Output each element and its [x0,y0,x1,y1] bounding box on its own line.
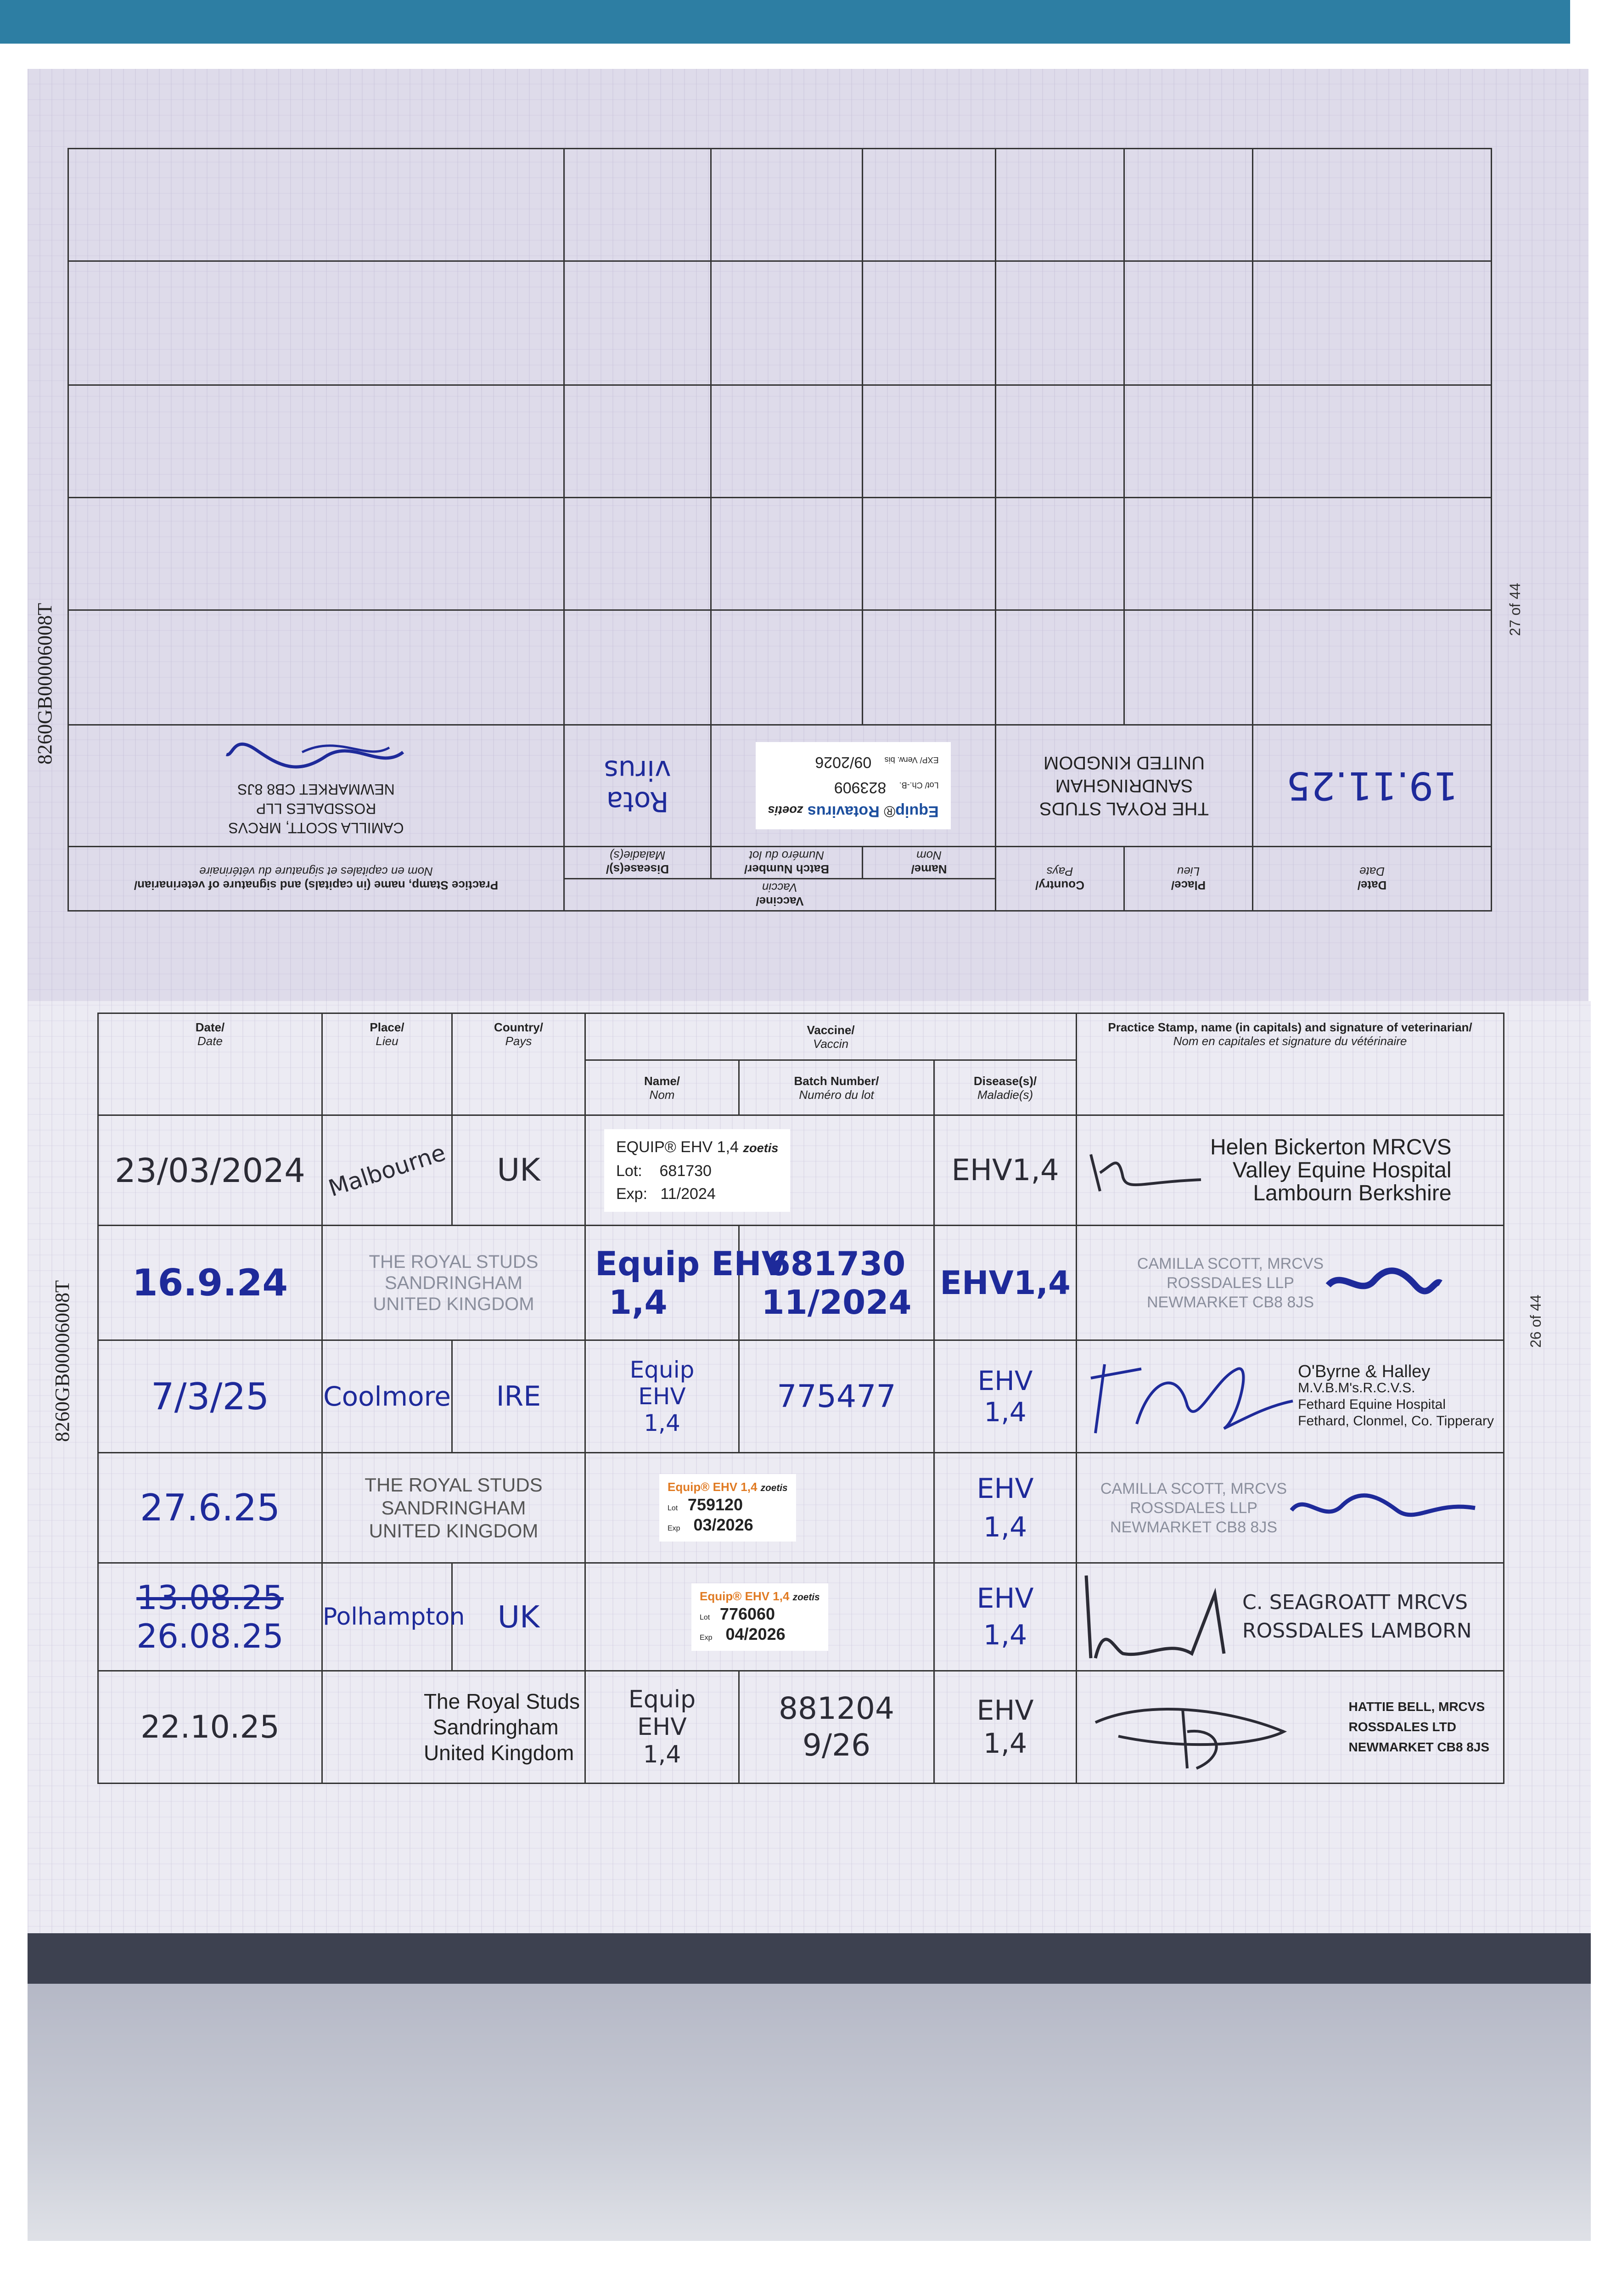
scanner-shadow [28,1984,1591,2241]
header-place: Place/ Lieu [322,1013,452,1115]
top-entry-place-country [996,725,1253,847]
row6-vet [1077,1671,1504,1784]
vaccine-sticker-rotavirus: Equip® Rotavirus zoetis Lot/ Ch.-B. 823909 EXP/ Verw. bis 09/2026 [756,742,950,829]
vaccination-table-page-26 [97,1013,1503,1784]
signature-scribble [224,734,408,775]
vaccination-table-page-27 [69,149,1492,912]
row5-date-struck: 13.08.25 [136,1578,284,1617]
vaccination-row-4 [98,1453,1504,1563]
row1-vaccine [585,1115,934,1226]
row4-date: 27.6.25 [98,1453,322,1563]
row2-batch: 681730 11/2024 [739,1226,934,1340]
top-header-vaccine: Vaccine/ Vaccin [564,879,995,911]
row6-place-country [322,1671,585,1784]
top-entry-date: 19.11.25 [1253,725,1492,847]
row2-date: 16.9.24 [98,1226,322,1340]
top-header-disease: Disease(s)/ Maladie(s) [564,847,711,879]
vaccination-row-3 [98,1340,1504,1453]
top-header-country: Country/ Pays [996,847,1124,911]
row5-country: UK [452,1563,585,1671]
row6-batch: 881204 9/26 [739,1671,934,1784]
row2-vaccine-name: Equip EHV 1,4 [585,1226,739,1340]
rossdales-stamp: CAMILLA SCOTT, MRCVS ROSSDALES LLP NEWMARKET CB8 8JS [1137,1255,1324,1311]
royal-studs-stamp: THE ROYAL STUDS SANDRINGHAM UNITED KINGDOM [1039,753,1209,819]
signature-scribble [1324,1260,1443,1306]
row1-disease: EHV1,4 [934,1115,1077,1226]
header-name: Name/ Nom [585,1060,739,1115]
passport-number-bottom: 8260GB00006008T [51,1280,73,1442]
header-disease: Disease(s)/ Maladie(s) [934,1060,1077,1115]
vaccination-row-5 [98,1563,1504,1671]
row2-place-country [322,1226,585,1340]
row4-vet [1077,1453,1504,1563]
row3-batch: 775477 [739,1340,934,1453]
row5-vaccine [585,1563,934,1671]
row4-vaccine [585,1453,934,1563]
royal-studs-stamp: The Royal Studs Sandringham United Kingdom [423,1689,580,1765]
row5-date: 13.08.25 26.08.25 [98,1563,322,1671]
row1-date: 23/03/2024 [98,1115,322,1226]
top-header-practice: Practice Stamp, name (in capitals) and signature of veterinarian/ Nom en capitales et signature du vétérinaire [68,847,564,911]
header-country: Country/ Pays [452,1013,585,1115]
rossdales-ltd-stamp: HATTIE BELL, MRCVS ROSSDALES LTD NEWMARKET CB8 8JS [1348,1699,1490,1754]
row1-country: UK [452,1115,585,1226]
top-header-date: Date/ Date [1253,847,1492,911]
header-date: Date/ Date [98,1013,322,1115]
row3-place: Coolmore [322,1340,452,1453]
page-number-26: 26 of 44 [1527,1294,1544,1348]
royal-studs-stamp: THE ROYAL STUDS SANDRINGHAM UNITED KINGDOM [369,1251,539,1314]
header-practice: Practice Stamp, name (in capitals) and signature of veterinarian/ Nom en capitales et signature du vétérinaire [1077,1013,1504,1115]
scanner-background-strip [0,0,1570,44]
row1-vet [1077,1115,1504,1226]
row2-vet [1077,1226,1504,1340]
row3-vaccine-name: Equip EHV 1,4 [585,1340,739,1453]
top-header-batch: Batch Number/ Numéro du lot [711,847,863,879]
valley-equine-stamp: Helen Bickerton MRCVS Valley Equine Hospital Lambourn Berkshire [1210,1135,1452,1205]
row3-vet [1077,1340,1504,1453]
obyrne-halley-stamp: O'Byrne & Halley M.V.B.M's.R.C.V.S. Fethard Equine Hospital Fethard, Clonmel, Co. Tipperary [1298,1362,1494,1429]
signature-scribble [1077,1566,1242,1667]
top-entry-vaccine-label [711,725,996,847]
top-header-name: Name/ Nom [863,847,996,879]
row3-date: 7/3/25 [98,1340,322,1453]
header-vaccine: Vaccine/ Vaccin [585,1013,1077,1060]
vaccine-sticker-ehv: Equip® EHV 1,4 zoetis Lot 759120 Exp 03/2026 [659,1474,796,1542]
vaccine-sticker-ehv: Equip® EHV 1,4 zoetis Lot 776060 Exp 04/2026 [691,1583,828,1651]
header-batch: Batch Number/ Numéro du lot [739,1060,934,1115]
row4-place-country [322,1453,585,1563]
row2-disease: EHV1,4 [934,1226,1077,1340]
row3-country: IRE [452,1340,585,1453]
top-header-place: Place/ Lieu [1124,847,1253,911]
rossdales-stamp: CAMILLA SCOTT, MRCVS ROSSDALES LLP NEWMARKET CB8 8JS [228,781,404,836]
vaccination-row-1 [98,1115,1504,1226]
vaccination-row-2 [98,1226,1504,1340]
row5-place: Polhampton [322,1563,452,1671]
row6-date: 22.10.25 [98,1671,322,1784]
row6-vaccine-name: Equip EHV 1,4 [585,1671,739,1784]
top-entry-vet [68,725,564,847]
top-entry-disease: Rota virus [564,725,711,847]
row1-place: Malbourne [322,1115,452,1226]
passport-number-top: 8260GB00006008T [34,603,56,765]
signature-scribble [1086,1351,1297,1442]
signature-scribble [1086,1136,1206,1205]
row5-disease: EHV 1,4 [934,1563,1077,1671]
row6-disease: EHV 1,4 [934,1671,1077,1784]
vaccine-sticker-ehv: EQUIP® EHV 1,4 zoetis Lot: 681730 Exp: 11/2024 [604,1129,790,1212]
scanner-gutter [28,1933,1591,1984]
page-number-27: 27 of 44 [1507,583,1523,636]
royal-studs-stamp: THE ROYAL STUDS SANDRINGHAM UNITED KINGDOM [365,1474,543,1542]
rossdales-stamp: CAMILLA SCOTT, MRCVS ROSSDALES LLP NEWMARKET CB8 8JS [1100,1480,1287,1536]
row3-disease: EHV 1,4 [934,1340,1077,1453]
row4-disease: EHV 1,4 [934,1453,1077,1563]
signature-scribble [1287,1483,1480,1533]
vaccination-row-6 [98,1671,1504,1784]
row5-vet: C. SEAGROATT MRCVS ROSSDALES LAMBORN [1077,1563,1504,1671]
top-entry-row [68,725,1491,847]
signature-scribble [1091,1681,1302,1773]
